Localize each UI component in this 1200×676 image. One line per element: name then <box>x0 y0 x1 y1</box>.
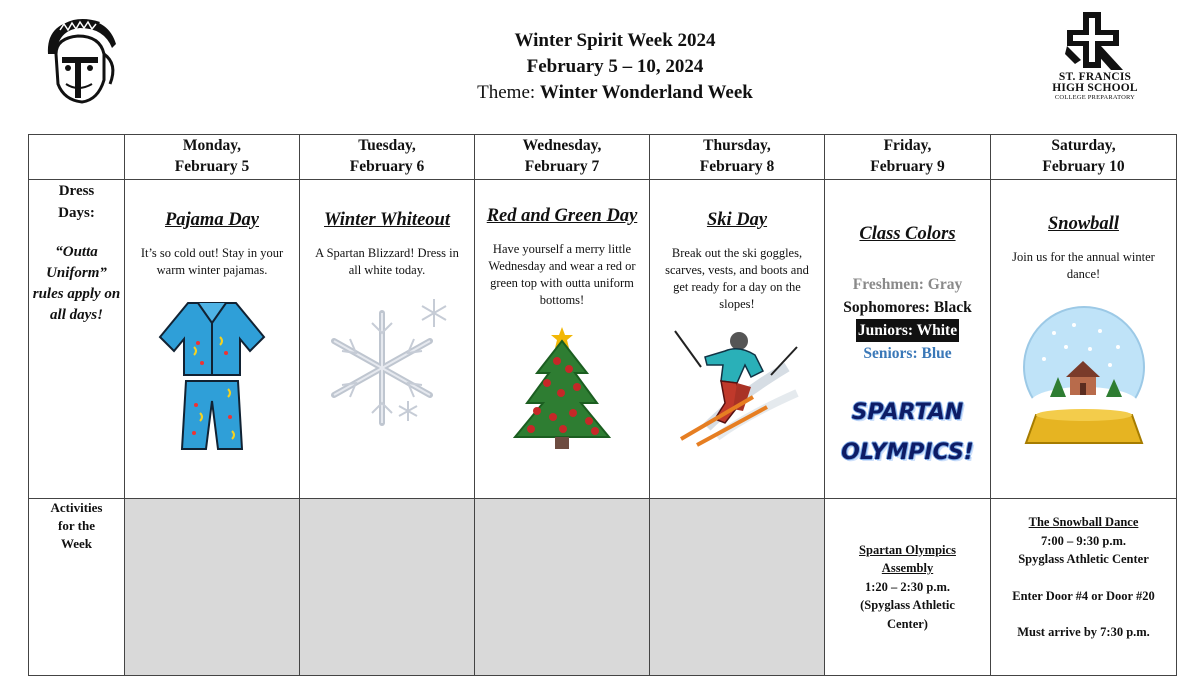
page-title: Winter Spirit Week 2024 <box>514 30 716 51</box>
school-name-line2: HIGH SCHOOL <box>1052 82 1138 94</box>
assembly-place-line1: (Spyglass Athletic <box>860 598 955 613</box>
dress-title: Snowball <box>1048 214 1119 234</box>
dress-description: A Spartan Blizzard! Dress in all white today. <box>315 246 459 277</box>
day-header-thursday <box>650 135 825 180</box>
dress-title: Winter Whiteout <box>324 210 450 230</box>
weekday-label: Thursday, <box>703 137 771 154</box>
dress-cell-monday <box>125 180 300 499</box>
dance-arrive: Must arrive by 7:30 p.m. <box>1017 625 1150 639</box>
day-header-wednesday <box>475 135 650 180</box>
spartan-olympics-banner <box>825 393 990 473</box>
sophomores-color: Sophomores: Black <box>843 299 972 316</box>
dress-title: Ski Day <box>706 210 768 230</box>
dress-label-line1: Dress <box>58 183 95 199</box>
day-header-row <box>29 135 1177 180</box>
day-header-saturday <box>991 135 1177 180</box>
activities-cell-tuesday <box>300 499 475 676</box>
theme-label: Theme: <box>477 82 540 103</box>
dress-label-line2: Days: <box>58 205 95 221</box>
dress-description: Have yourself a merry little Wednesday and wear a red or green top with outta uniform bottoms! <box>488 242 636 307</box>
freshmen-color: Freshmen: Gray <box>852 276 963 293</box>
snowflake-icon <box>312 293 462 443</box>
dress-cell-wednesday <box>475 180 650 499</box>
activities-row <box>29 499 1177 676</box>
activities-label-line3: Week <box>60 536 93 551</box>
theme-value: Winter Wonderland Week <box>539 82 753 103</box>
date-label: February 5 <box>174 158 250 175</box>
dance-time: 7:00 – 9:30 p.m. <box>1040 533 1127 548</box>
school-cross-logo <box>1065 10 1125 72</box>
christmas-tree-icon <box>507 323 617 453</box>
date-label: February 6 <box>349 158 425 175</box>
weekday-label: Saturday, <box>1051 137 1116 154</box>
dance-entry: Enter Door #4 or Door #20 <box>1012 588 1155 603</box>
date-label: February 8 <box>699 158 775 175</box>
weekday-label: Friday, <box>883 137 932 154</box>
activities-cell-friday <box>825 499 991 676</box>
day-header-monday <box>125 135 300 180</box>
page-header <box>0 0 1200 130</box>
class-colors-list <box>825 273 990 365</box>
weekday-label: Tuesday, <box>358 137 416 154</box>
pajamas-icon <box>150 293 274 453</box>
skier-icon <box>667 327 807 447</box>
weekday-label: Monday, <box>182 137 242 154</box>
snow-globe-icon <box>1014 303 1154 449</box>
assembly-title-line2: Assembly <box>881 561 934 576</box>
corner-cell <box>29 135 125 180</box>
date-label: February 9 <box>870 158 945 175</box>
weekday-label: Wednesday, <box>522 137 602 154</box>
school-logo <box>1040 10 1150 110</box>
theme-line <box>400 80 830 106</box>
activities-label-line2: for the <box>58 518 95 533</box>
spartan-helmet-logo <box>38 14 122 106</box>
dance-place: Spyglass Athletic Center <box>1018 552 1149 566</box>
juniors-color: Juniors: White <box>856 319 959 342</box>
olympics-assembly-info <box>825 541 990 634</box>
assembly-time: 1:20 – 2:30 p.m. <box>864 579 951 594</box>
date-label: February 7 <box>524 158 600 175</box>
dance-title: The Snowball Dance <box>1028 515 1139 529</box>
seniors-color: Seniors: Blue <box>863 345 952 362</box>
assembly-place-line2: Center) <box>887 616 928 631</box>
dress-title: Class Colors <box>859 224 956 244</box>
dress-cell-friday <box>825 180 991 499</box>
activities-cell-saturday <box>991 499 1177 676</box>
dress-days-row <box>29 180 1177 499</box>
dress-title: Red and Green Day <box>486 206 638 226</box>
assembly-title-line1: Spartan Olympics <box>859 542 956 557</box>
activities-cell-monday <box>125 499 300 676</box>
dress-description: It’s so cold out! Stay in your warm winter pajamas. <box>140 246 284 277</box>
dress-days-label-cell <box>29 180 125 499</box>
spirit-week-table <box>28 134 1177 676</box>
activities-cell-wednesday <box>475 499 650 676</box>
activities-label-cell <box>29 499 125 676</box>
dress-title: Pajama Day <box>164 210 260 230</box>
dress-cell-thursday <box>650 180 825 499</box>
olympics-line1: SPARTAN <box>851 400 964 425</box>
date-range: February 5 – 10, 2024 <box>526 56 704 77</box>
school-name-line1: ST. FRANCIS <box>1058 71 1132 83</box>
dress-cell-tuesday <box>300 180 475 499</box>
activities-label-line1: Activities <box>50 500 103 515</box>
school-name-line3: COLLEGE PREPARATORY <box>1054 94 1136 101</box>
day-header-tuesday <box>300 135 475 180</box>
uniform-rules-note: “Outta Uniform” rules apply on all days! <box>32 244 121 323</box>
day-header-friday <box>825 135 991 180</box>
dress-description: Break out the ski goggles, scarves, vests, and boots and get ready for a day on the slopes! <box>665 246 809 311</box>
snowball-dance-info <box>991 513 1176 642</box>
date-label: February 10 <box>1042 158 1125 175</box>
activities-cell-thursday <box>650 499 825 676</box>
dress-cell-saturday <box>991 180 1177 499</box>
title-block <box>400 28 830 106</box>
dress-description: Join us for the annual winter dance! <box>1012 250 1155 281</box>
olympics-line2: OLYMPICS! <box>841 440 974 465</box>
